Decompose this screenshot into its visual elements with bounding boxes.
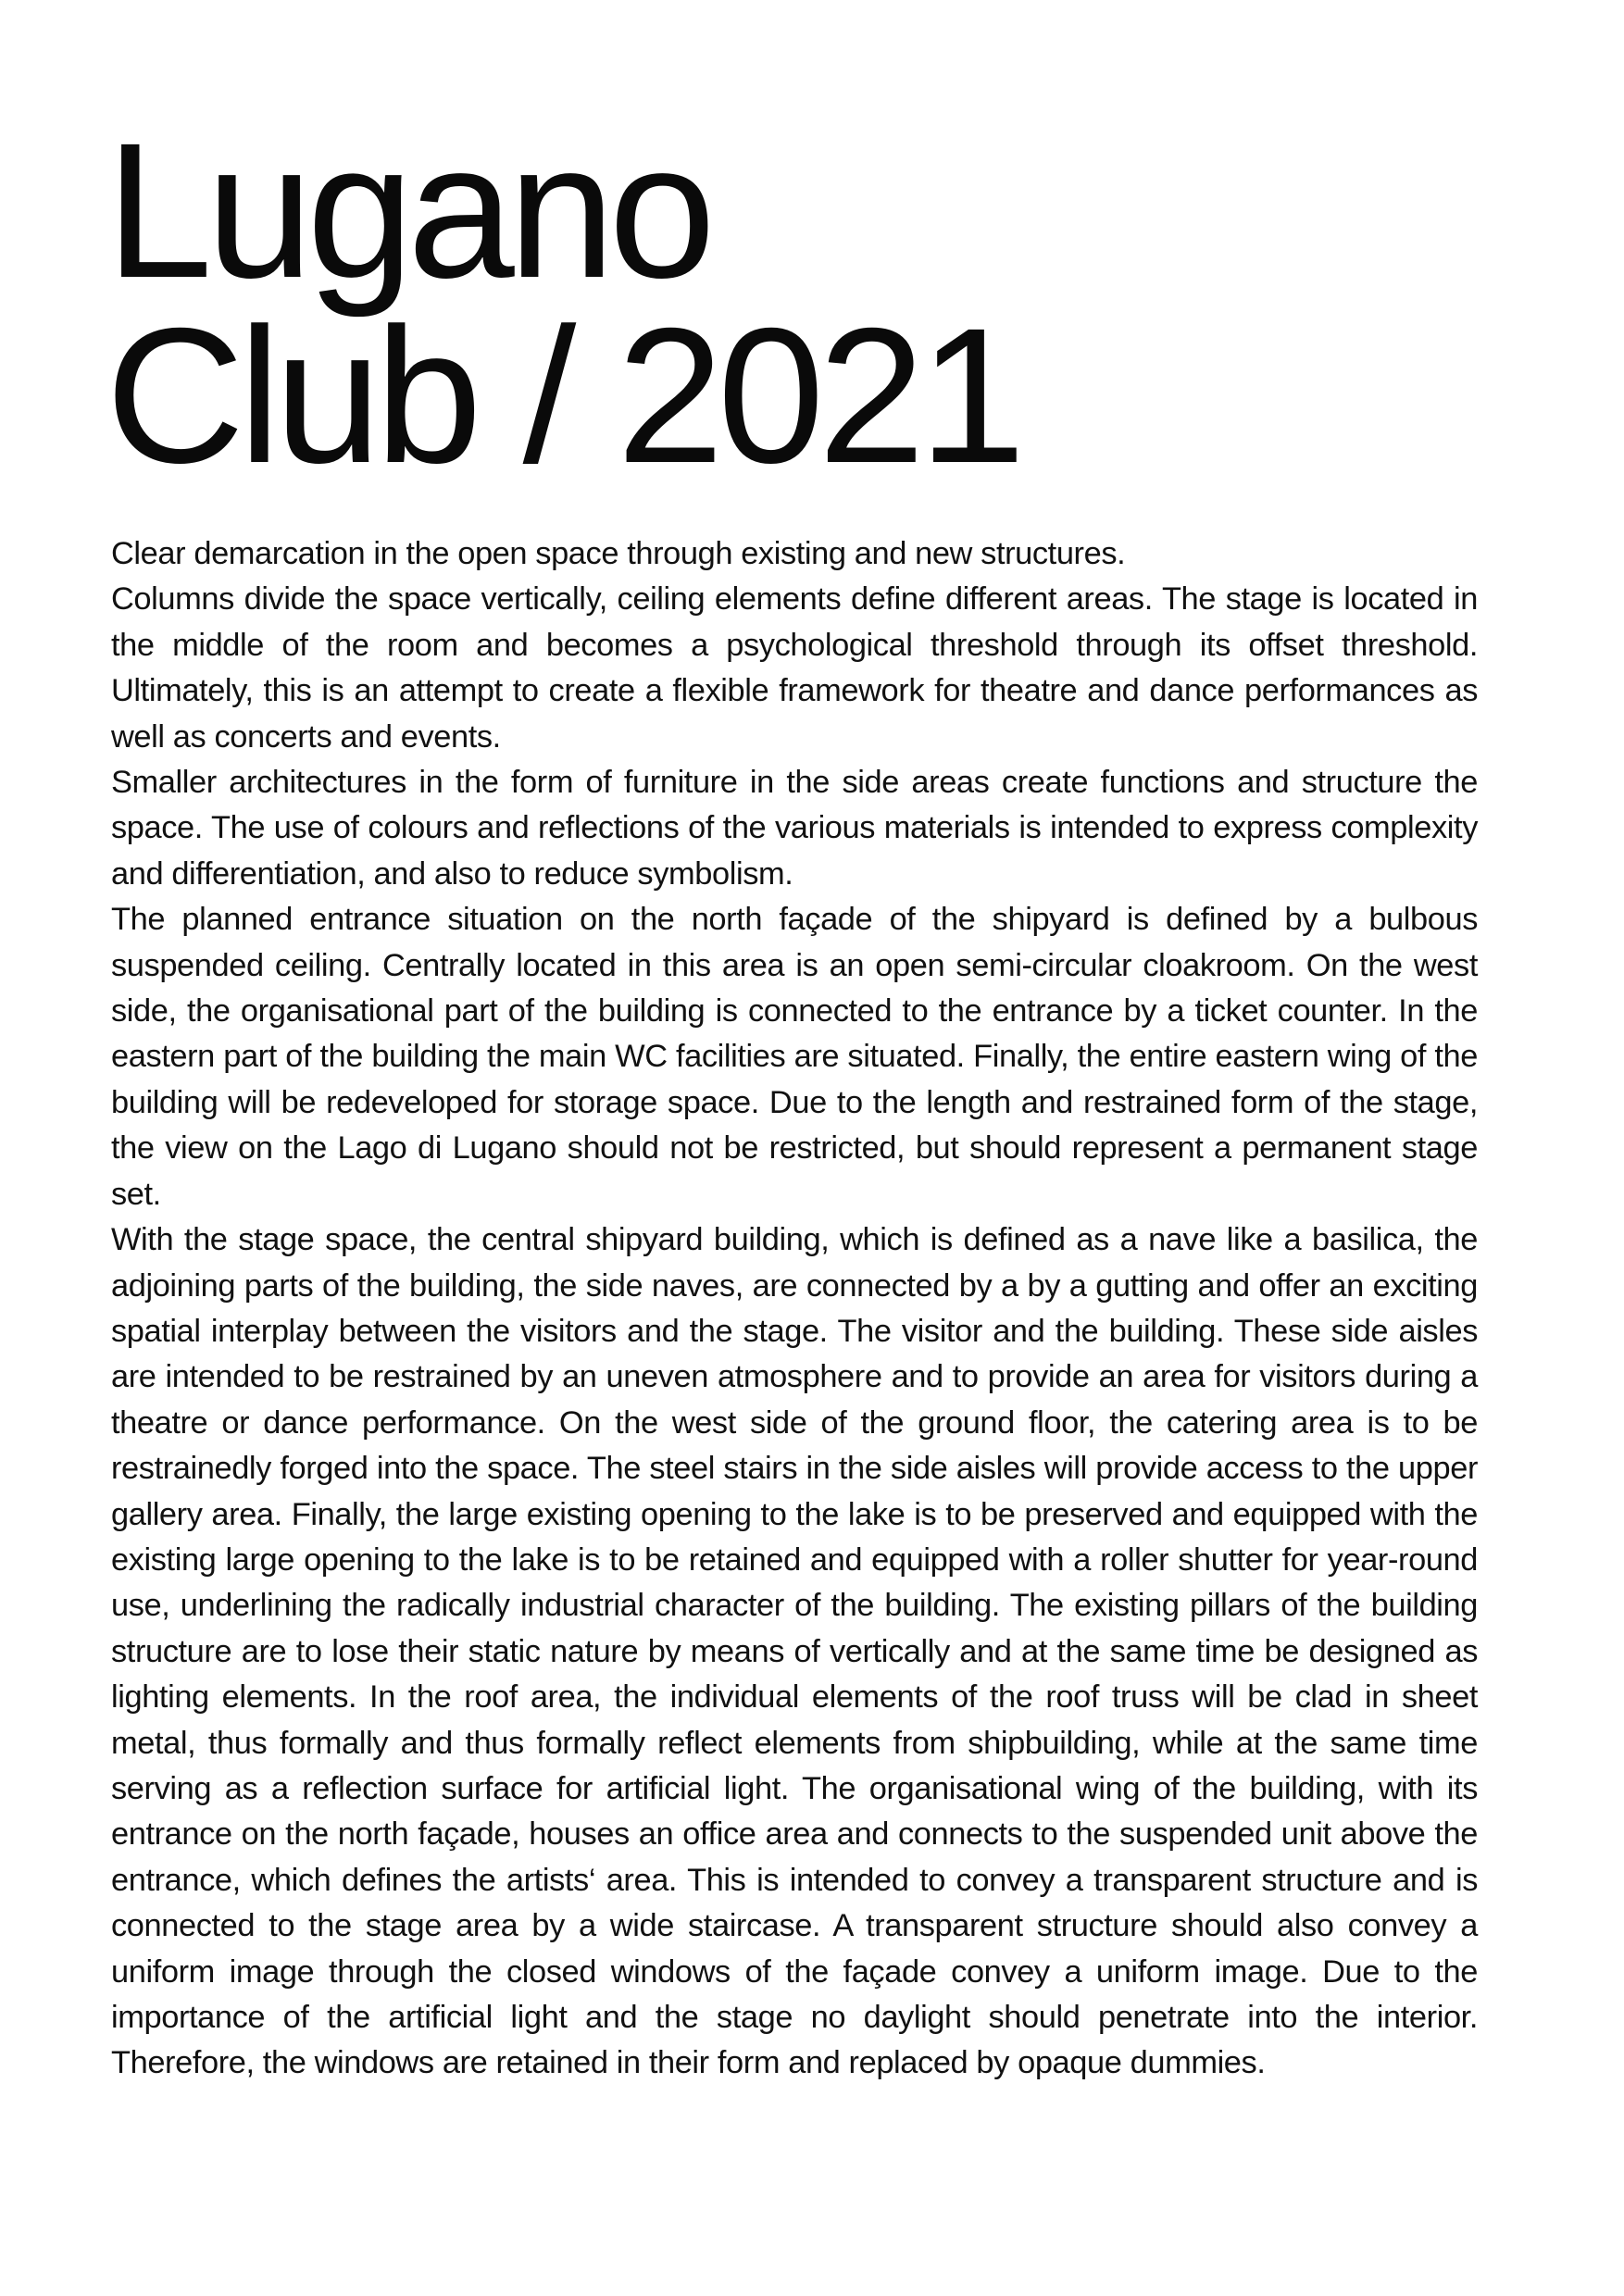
title-line-1: Lugano bbox=[106, 104, 710, 318]
paragraph: Columns divide the space vertically, ceiling elements define different areas. The stage is located in the middle of the room and becomes a psychological threshold through its offset threshold. Ultimately, this is an attempt to create a flexible framework for theatre and dance performances as well as concerts and events. bbox=[111, 581, 1478, 755]
page-title bbox=[106, 104, 1019, 504]
title-line-2: Club / 2021 bbox=[106, 289, 1019, 504]
paragraph: Clear demarcation in the open space through existing and new structures. bbox=[111, 536, 1126, 571]
body-text bbox=[111, 531, 1478, 2087]
paragraph: The planned entrance situation on the north façade of the shipyard is defined by a bulbous suspended ceiling. Centrally located in this area is an open semi-circular cloakroom. On the west side, the organisational part of the building is connected to the entrance by a ticket counter. In the eastern part of the building the main WC facilities are situated. Finally, the entire eastern wing of the building will be redeveloped for storage space. Due to the length and restrained form of the stage, the view on the Lago di Lugano should not be restricted, but should represent a permanent stage set. bbox=[111, 902, 1478, 1212]
paragraph: With the stage space, the central shipyard building, which is defined as a nave like a basilica, the adjoining parts of the building, the side naves, are connected by a by a gutting and offer an exciting spatial interplay between the visitors and the stage. The visitor and the building. These side aisles are intended to be restrained by an uneven atmosphere and to provide an area for visitors during a theatre or dance performance. On the west side of the ground floor, the catering area is to be restrainedly forged into the space. The steel stairs in the side aisles will provide access to the upper gallery area. Finally, the large existing opening to the lake is to be preserved and equipped with the existing large opening to the lake is to be retained and equipped with a roller shutter for year-round use, underlining the radically industrial character of the building. The existing pillars of the building structure are to lose their static nature by means of vertically and at the same time be designed as lighting elements. In the roof area, the individual elements of the roof truss will be clad in sheet metal, thus formally and thus formally reflect elements from shipbuilding, while at the same time serving as a reflection surface for artificial light. The organisational wing of the building, with its entrance on the north façade, houses an office area and connects to the suspended unit above the entrance, which defines the artists‘ area. This is intended to convey a transparent structure and is connected to the stage area by a wide staircase. A transparent structure should also convey a uniform image through the closed windows of the façade convey a uniform image. Due to the importance of the artificial light and the stage no daylight should penetrate into the interior. Therefore, the windows are retained in their form and replaced by opaque dummies. bbox=[111, 1222, 1478, 2081]
paragraph: Smaller architectures in the form of furniture in the side areas create functions and structure the space. The use of colours and reflections of the various materials is intended to express complexity and differentiation, and also to reduce symbolism. bbox=[111, 765, 1478, 892]
